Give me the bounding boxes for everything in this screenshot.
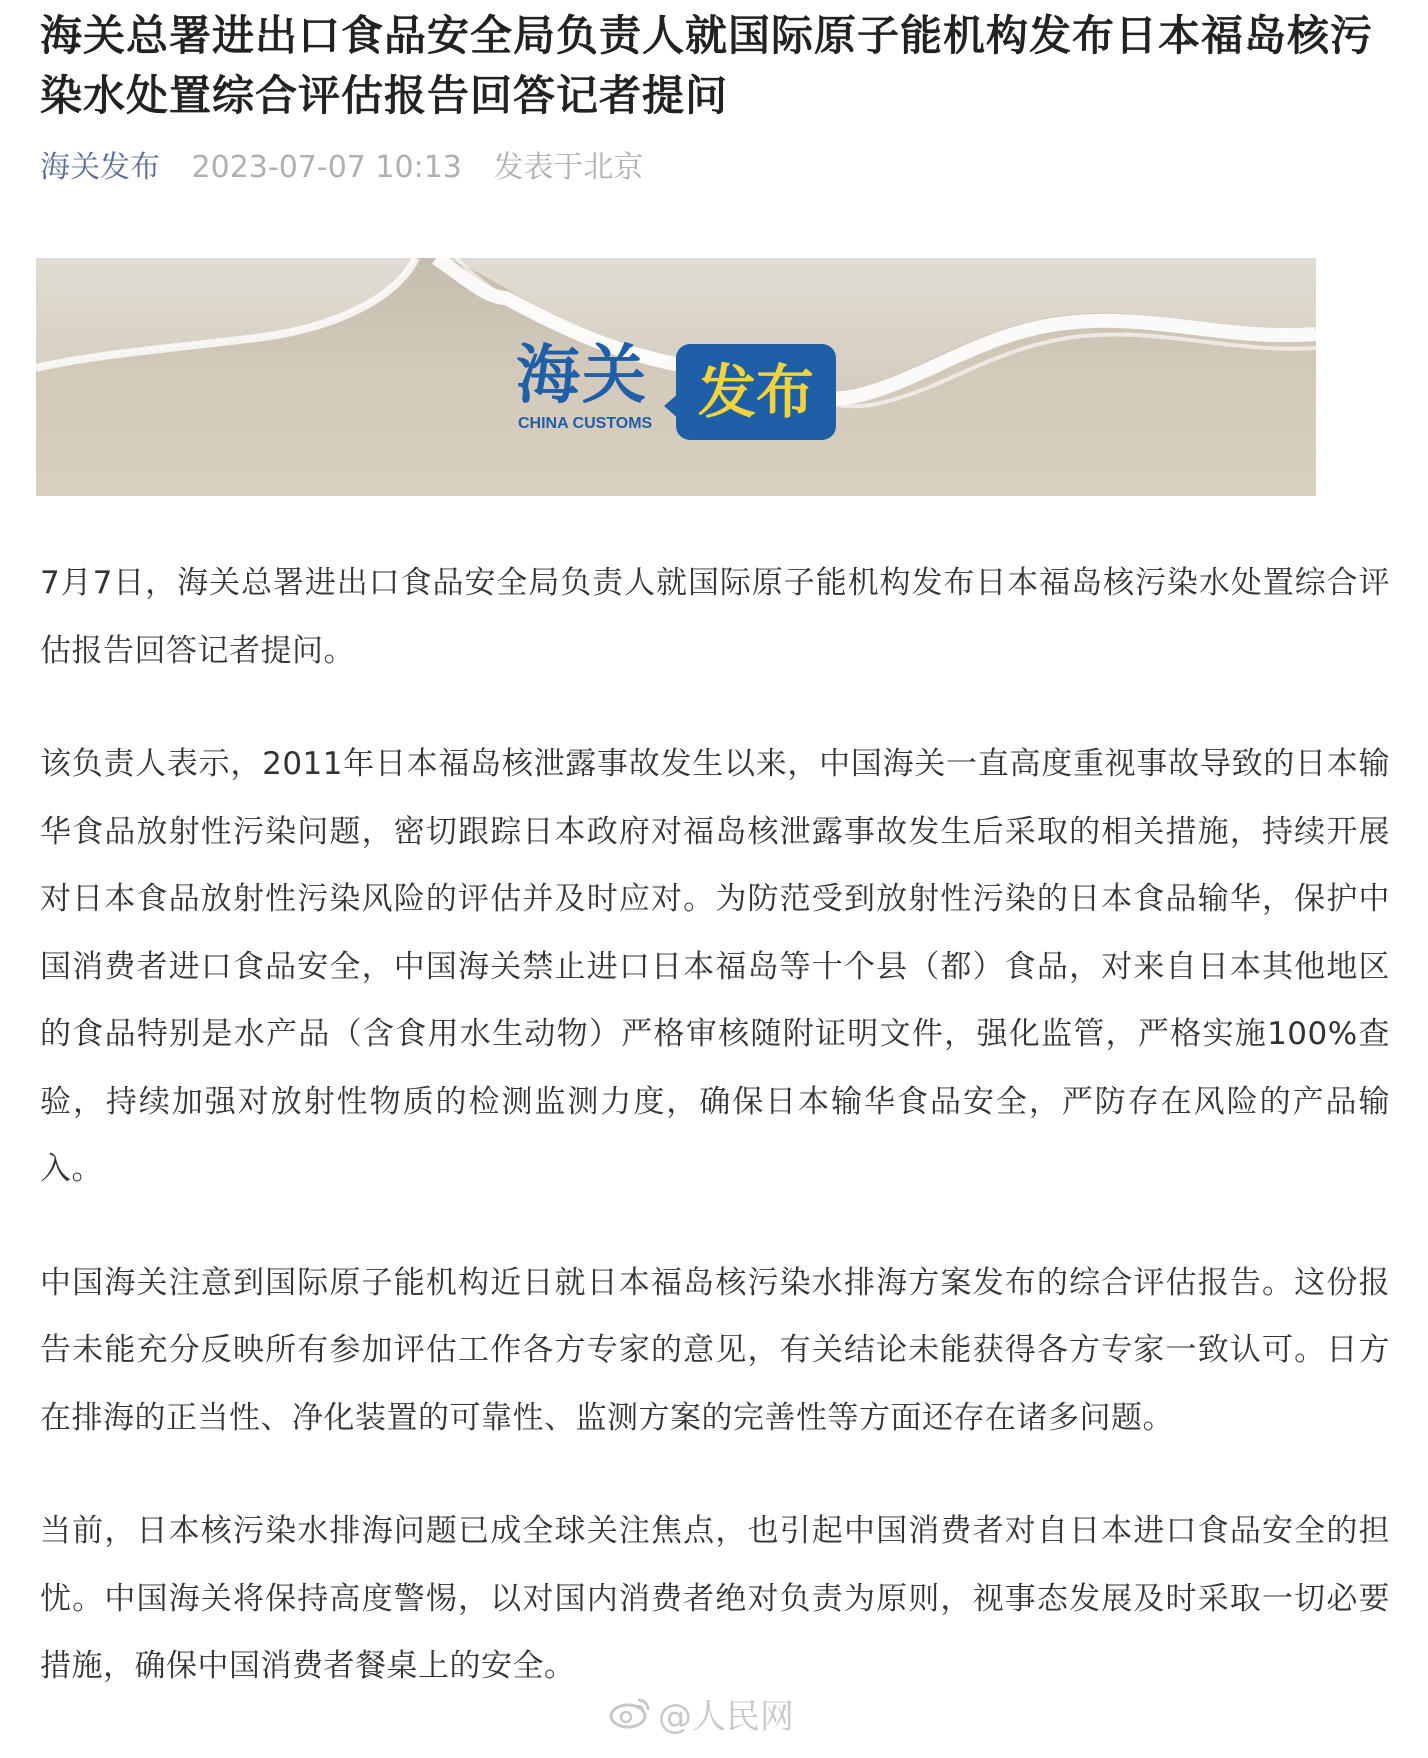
article-title: 海关总署进出口食品安全局负责人就国际原子能机构发布日本福岛核污染水处置综合评估报告回答记者提问 xyxy=(40,11,1374,120)
source-watermark xyxy=(608,1692,794,1742)
account-name-link[interactable]: 海关发布 xyxy=(40,150,160,185)
publish-time: 2023-07-07 10:13 xyxy=(191,150,462,185)
weibo-icon xyxy=(608,1694,652,1744)
article-header xyxy=(40,0,1388,188)
paragraph-2: 该负责人表示，2011年日本福岛核泄露事故发生以来，中国海关一直高度重视事故导致的日本输华食品放射性污染问题，密切跟踪日本政府对福岛核泄露事故发生后采取的相关措施，持续开展对日本食品放射性污染风险的评估并及时应对。为防范受到放射性污染的日本食品输华，保护中国消费者进口食品安全，中国海关禁止进口日本福岛等十个县（都）食品，对来自日本其他地区的食品特别是水产品（含食用水生动物）严格审核随附证明文件，强化监管，严格实施100%查验，持续加强对放射性物质的检测监测力度，确保日本输华食品安全，严防存在风险的产品输入。 xyxy=(40,746,1390,1187)
publish-location: 发表于北京 xyxy=(493,150,644,185)
article-body xyxy=(40,550,1390,1747)
cover-banner-image xyxy=(36,258,1316,496)
watermark-text: @人民网 xyxy=(658,1697,794,1737)
china-customs-logo xyxy=(516,336,916,456)
paragraph-1: 7月7日，海关总署进出口食品安全局负责人就国际原子能机构发布日本福岛核污染水处置综合评估报告回答记者提问。 xyxy=(40,565,1390,669)
logo-badge-text: 发布 xyxy=(697,358,814,426)
paragraph-3: 中国海关注意到国际原子能机构近日就日本福岛核污染水排海方案发布的综合评估报告。这份报告未能充分反映所有参加评估工作各方专家的意见，有关结论未能获得各方专家一致认可。日方在排海的正当性、净化装置的可靠性、监测方案的完善性等方面还存在诸多问题。 xyxy=(40,1264,1390,1436)
logo-text-cn: 海关 xyxy=(516,339,648,413)
logo-text-en: CHINA CUSTOMS xyxy=(518,415,653,432)
article-meta xyxy=(40,148,1388,188)
logo-badge xyxy=(676,344,836,440)
paragraph-4: 当前，日本核污染水排海问题已成全球关注焦点，也引起中国消费者对自日本进口食品安全的担忧。中国海关将保持高度警惕，以对国内消费者绝对负责为原则，视事态发展及时采取一切必要措施，确保中国消费者餐桌上的安全。 xyxy=(40,1513,1390,1684)
